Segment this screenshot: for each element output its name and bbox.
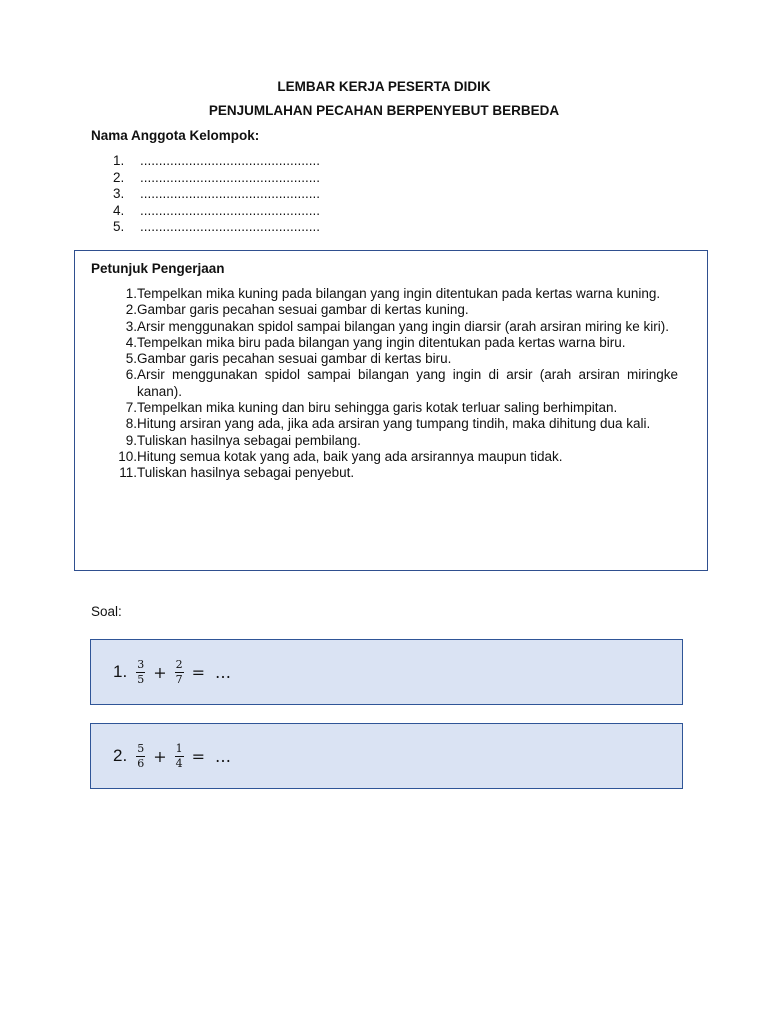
instruction-step (113, 286, 678, 302)
member-blank: ................................................ (140, 169, 321, 185)
numerator: 3 (137, 657, 145, 671)
instructions-list (113, 286, 678, 482)
denominator: 5 (137, 672, 145, 686)
numerator: 1 (175, 741, 183, 755)
plus-sign: + (153, 746, 167, 766)
question-number: 2. (113, 746, 128, 765)
step-text: Hitung semua kotak yang ada, baik yang ada arsirannya maupun tidak. (137, 448, 563, 464)
step-number: 11. (119, 465, 137, 481)
instruction-step (113, 416, 678, 432)
instruction-step (113, 302, 678, 318)
member-row (113, 170, 320, 187)
member-blank: ................................................ (140, 186, 321, 201)
member-blank: ................................................ (140, 153, 321, 168)
step-text: Arsir menggunakan spidol sampai bilangan yang ingin diarsir (arah arsiran miring ke kiri). (137, 318, 669, 334)
step-text: Tempelkan mika kuning pada bilangan yang ingin ditentukan pada kertas warna kuning. (137, 286, 661, 301)
member-number: 3. (113, 186, 125, 201)
step-number: 1. (125, 286, 137, 301)
question-box (90, 723, 683, 789)
step-number: 3. (125, 318, 137, 334)
fraction (175, 743, 184, 770)
fraction (175, 659, 184, 686)
instruction-step (113, 433, 678, 449)
instruction-step (113, 367, 678, 400)
step-number: 4. (125, 334, 137, 350)
step-number: 9. (125, 432, 137, 448)
denominator: 7 (175, 672, 183, 686)
group-members-label: Nama Anggota Kelompok: (91, 128, 260, 143)
step-text: Tuliskan hasilnya sebagai pembilang. (137, 432, 361, 448)
member-number: 4. (113, 202, 125, 218)
step-text: Hitung arsiran yang ada, jika ada arsiran yang tumpang tindih, maka dihitung dua kali. (137, 416, 651, 432)
instruction-step (113, 319, 678, 335)
equals-sign: = (191, 746, 205, 766)
instruction-step (113, 351, 678, 367)
group-members-list (113, 153, 320, 236)
numerator: 2 (175, 657, 183, 671)
worksheet-title: LEMBAR KERJA PESERTA DIDIK (277, 79, 491, 94)
instructions-title: Petunjuk Pengerjaan (91, 261, 225, 276)
step-number: 6. (125, 367, 137, 383)
step-text: Tempelkan mika biru pada bilangan yang ingin ditentukan pada kertas warna biru. (137, 334, 626, 350)
step-text: Gambar garis pecahan sesuai gambar di kertas biru. (137, 351, 452, 367)
member-row (113, 153, 320, 170)
answer-blank: … (215, 662, 231, 682)
step-number: 8. (125, 416, 137, 432)
step-number: 7. (125, 400, 137, 416)
plus-sign: + (153, 662, 167, 682)
member-number: 2. (113, 169, 125, 185)
instruction-step (113, 400, 678, 416)
questions-label: Soal: (91, 604, 122, 619)
question-box (90, 639, 683, 705)
step-number: 2. (125, 302, 137, 318)
instructions-box (74, 250, 708, 571)
member-number: 1. (113, 153, 125, 168)
member-blank: ................................................ (140, 219, 321, 234)
numerator: 5 (137, 741, 145, 755)
question-number: 1. (113, 662, 128, 681)
question-expression (113, 659, 236, 686)
instruction-step (113, 335, 678, 351)
step-text: Arsir menggunakan spidol sampai bilangan yang ingin di arsir (arah arsiran miringke kanan). (137, 367, 678, 399)
fraction (136, 659, 145, 686)
step-text: Gambar garis pecahan sesuai gambar di kertas kuning. (137, 302, 469, 318)
step-number: 5. (125, 351, 137, 367)
member-number: 5. (113, 219, 125, 234)
step-number: 10. (118, 448, 137, 464)
member-blank: ................................................ (140, 202, 321, 218)
member-row (113, 203, 320, 220)
fraction (136, 743, 145, 770)
denominator: 4 (175, 756, 183, 770)
instruction-step (113, 465, 678, 481)
member-row (113, 219, 320, 236)
question-expression (113, 743, 236, 770)
step-text: Tuliskan hasilnya sebagai penyebut. (137, 465, 355, 481)
denominator: 6 (137, 756, 145, 770)
step-text: Tempelkan mika kuning dan biru sehingga garis kotak terluar saling berhimpitan. (137, 400, 618, 416)
worksheet-subtitle: PENJUMLAHAN PECAHAN BERPENYEBUT BERBEDA (208, 103, 560, 118)
member-row (113, 186, 320, 203)
answer-blank: … (215, 746, 231, 766)
equals-sign: = (191, 662, 205, 682)
instruction-step (113, 449, 678, 465)
